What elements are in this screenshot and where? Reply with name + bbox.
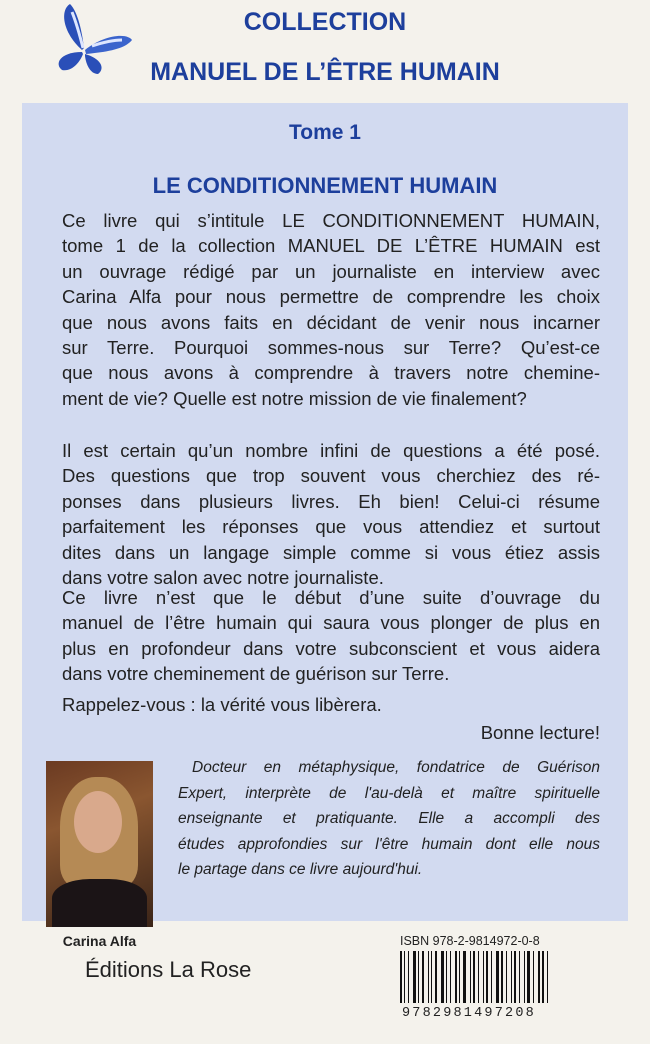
barcode-bar [511, 951, 512, 1003]
barcode [400, 951, 548, 1003]
barcode-bar [455, 951, 457, 1003]
text-line: manuel de l’être humain qui saura vous plonger de plus en [62, 612, 600, 634]
barcode-number: 9782981497208 [402, 1006, 536, 1021]
barcode-bar [463, 951, 466, 1003]
author-photo [46, 761, 153, 927]
text-line: Ce livre qui s’intitule LE CONDITIONNEMENT HUMAIN, [62, 210, 600, 231]
text-line: que nous avons à comprendre à travers notre chemine- [62, 362, 600, 384]
text-line: Des questions que trop souvent vous cherchiez des ré- [62, 465, 600, 487]
barcode-bar [435, 951, 437, 1003]
barcode-bar [533, 951, 534, 1003]
barcode-bar [450, 951, 451, 1003]
barcode-bar [470, 951, 471, 1003]
barcode-bar [501, 951, 503, 1003]
barcode-bar [473, 951, 475, 1003]
text-line: parfaitement les réponses que vous attendiez et surtout [62, 516, 600, 538]
barcode-bar [408, 951, 409, 1003]
paragraph-2 [62, 438, 600, 590]
isbn-text: ISBN 978-2-9814972-0-8 [400, 934, 540, 948]
author-caption: Carina Alfa [62, 933, 137, 949]
barcode-bar [404, 951, 405, 1003]
book-title: LE CONDITIONNEMENT HUMAIN [152, 173, 498, 198]
paragraph-3 [62, 585, 600, 687]
text-line: ponses dans plusieurs livres. Eh bien! Celui-ci résume [62, 490, 600, 512]
text-line: plus en profondeur dans votre subconscient et vous aidera [62, 637, 600, 659]
text-line: études approfondies sur l'être humain dont elle nous [178, 835, 600, 853]
text-line: enseignante et pratiquante. Elle a accompli des [178, 810, 600, 827]
barcode-bar [527, 951, 530, 1003]
text-line: tome 1 de la collection MANUEL DE L’ÊTRE HUMAIN est [62, 235, 600, 257]
barcode-bar [514, 951, 516, 1003]
publisher-name: Éditions La Rose [85, 957, 252, 982]
barcode-bar [506, 951, 507, 1003]
barcode-bar [418, 951, 419, 1003]
text-line: Ce livre n’est que le début d’une suite d’ouvrage du [62, 587, 600, 608]
reminder-text: Rappelez-vous : la vérité vous libèrera. [62, 694, 382, 715]
collection-label: COLLECTION [243, 8, 407, 36]
text-line: dans votre salon avec notre journaliste. [62, 567, 384, 589]
volume-label: Tome 1 [289, 121, 361, 144]
closing-text: Bonne lecture! [480, 722, 600, 743]
barcode-bar [483, 951, 484, 1003]
barcode-bar [491, 951, 492, 1003]
barcode-bar [413, 951, 416, 1003]
barcode-bar [459, 951, 460, 1003]
text-line: Docteur en métaphysique, fondatrice de Guérison [192, 759, 600, 776]
barcode-bar [422, 951, 424, 1003]
text-line: Il est certain qu’un nombre infini de questions a été posé. [62, 440, 600, 461]
barcode-bar [519, 951, 520, 1003]
barcode-bar [441, 951, 444, 1003]
barcode-bar [524, 951, 525, 1003]
barcode-bar [446, 951, 447, 1003]
barcode-bar [542, 951, 544, 1003]
author-bio [178, 755, 600, 883]
text-line: Expert, interprète de l'au-delà et maître spirituelle [178, 784, 600, 802]
text-line: ment de vie? Quelle est notre mission de vie finalement? [62, 387, 527, 409]
text-line: sur Terre. Pourquoi sommes-nous sur Terre? Qu’est-ce [62, 337, 600, 359]
text-line: le partage dans ce livre aujourd'hui. [178, 861, 423, 878]
text-line: Carina Alfa pour nous permettre de comprendre les choix [62, 286, 600, 308]
barcode-bar [400, 951, 402, 1003]
barcode-bar [547, 951, 548, 1003]
text-line: dans votre cheminement de guérison sur Terre. [62, 663, 450, 685]
text-line: un ouvrage rédigé par un journaliste en interview avec [62, 260, 600, 282]
barcode-bar [478, 951, 479, 1003]
barcode-bar [496, 951, 499, 1003]
text-line: que nous avons faits en décidant de venir nous incarner [62, 311, 600, 333]
barcode-bar [538, 951, 540, 1003]
barcode-bar [428, 951, 429, 1003]
series-title: MANUEL DE L’ÊTRE HUMAIN [150, 58, 500, 86]
barcode-bar [486, 951, 488, 1003]
barcode-bar [431, 951, 432, 1003]
paragraph-1 [62, 208, 600, 411]
text-line: dites dans un langage simple comme si vous étiez assis [62, 541, 600, 563]
